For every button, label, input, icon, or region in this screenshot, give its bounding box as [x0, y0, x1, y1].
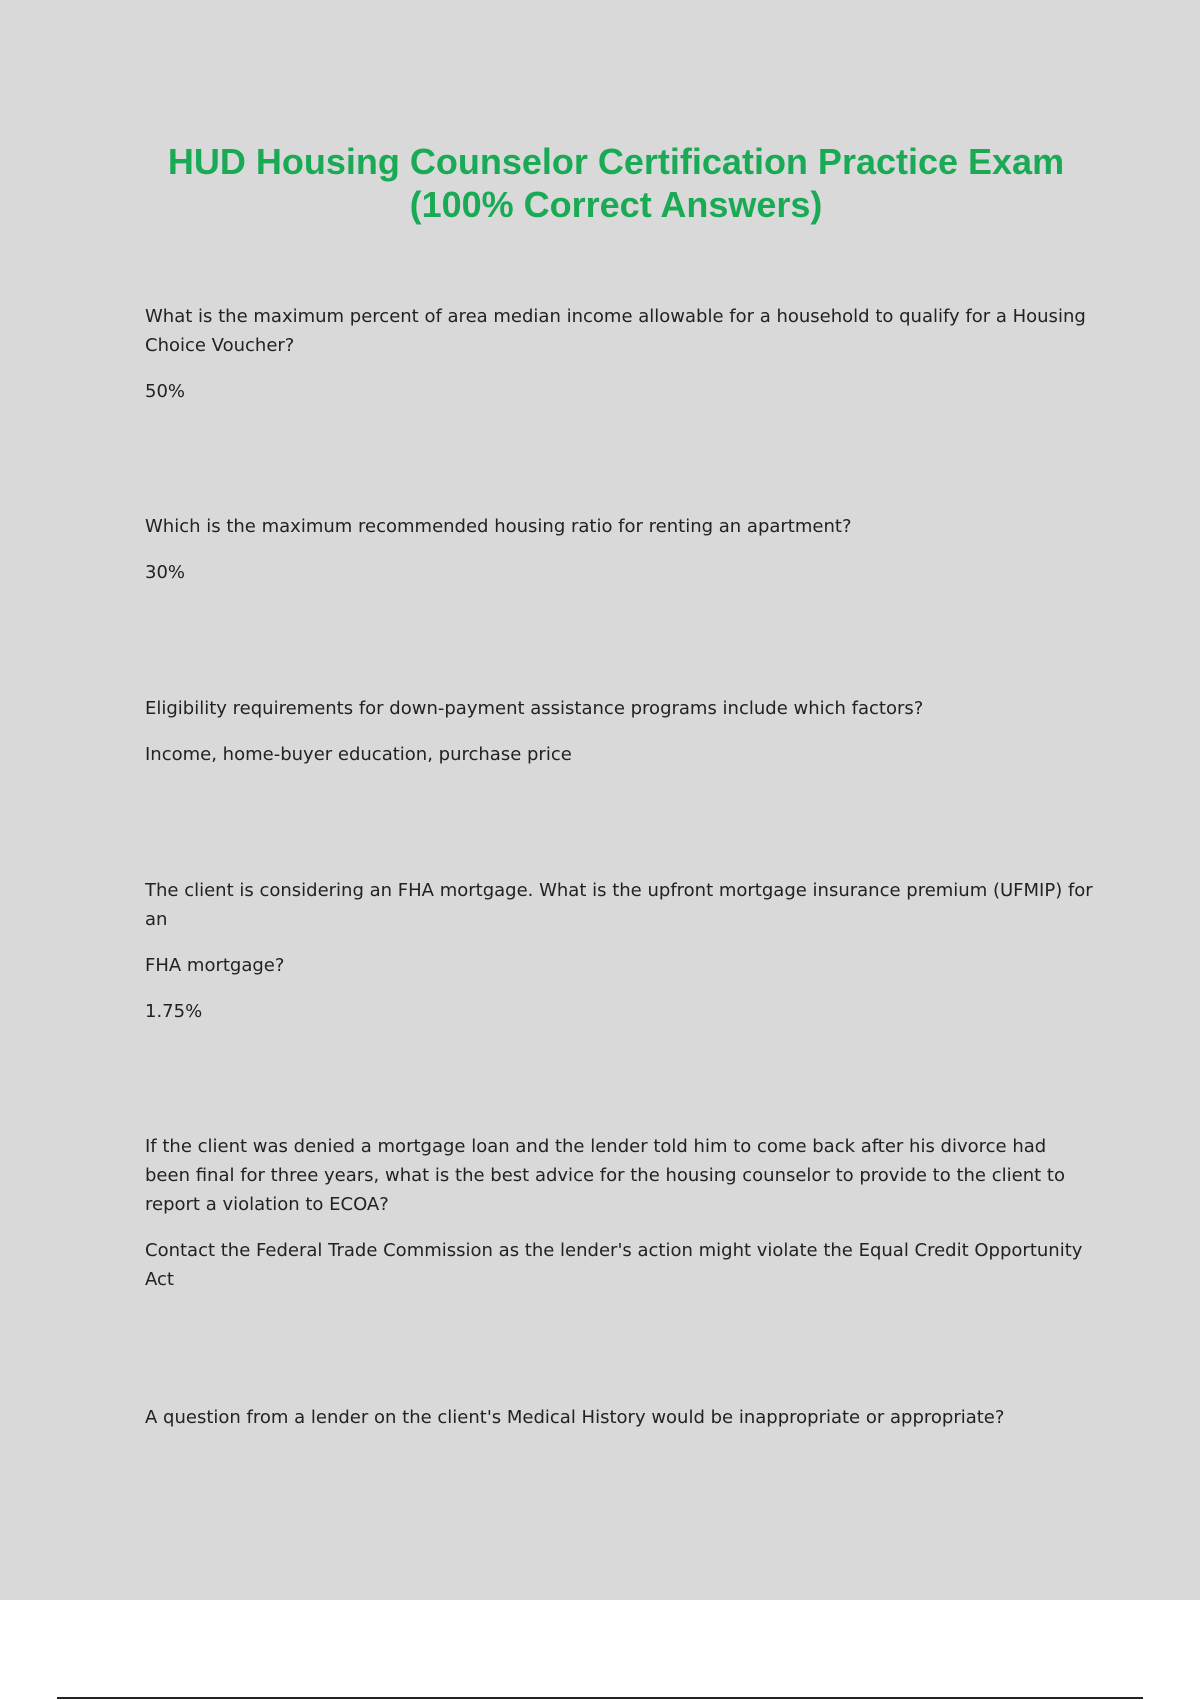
qa-item-4: [145, 876, 1095, 1026]
question-text: If the client was denied a mortgage loan and the lender told him to come back after his divorce had been final for three years, what is the best advice for the housing counselor to provide to the client to report a violation to ECOA?: [145, 1136, 1065, 1215]
footer-divider: [57, 1697, 1143, 1699]
answer-text: 30%: [145, 562, 186, 583]
question-text-continued: FHA mortgage?: [145, 955, 285, 976]
question-text: The client is considering an FHA mortgage. What is the upfront mortgage insurance premium (UFMIP) for an: [145, 880, 1093, 930]
title-line-2: (100% Correct Answers): [409, 184, 823, 225]
qa-item-6: [145, 1403, 1095, 1432]
question-text: Which is the maximum recommended housing ratio for renting an apartment?: [145, 516, 852, 537]
question-text: What is the maximum percent of area median income allowable for a household to qualify for a Housing Choice Voucher?: [145, 306, 1086, 356]
answer-text: Income, home-buyer education, purchase price: [145, 744, 572, 765]
question-text: A question from a lender on the client's Medical History would be inappropriate or appropriate?: [145, 1407, 1005, 1428]
title-line-1: HUD Housing Counselor Certification Practice Exam: [167, 141, 1065, 182]
qa-item-3: [145, 694, 1095, 769]
qa-item-2: [145, 512, 1095, 587]
answer-text: Contact the Federal Trade Commission as the lender's action might violate the Equal Credit Opportunity Act: [145, 1240, 1083, 1290]
qa-item-1: [145, 302, 1095, 406]
qa-item-5: [145, 1132, 1095, 1294]
answer-text: 50%: [145, 381, 186, 402]
answer-text: 1.75%: [145, 1001, 203, 1022]
document-title: [0, 140, 1200, 226]
question-text: Eligibility requirements for down-payment assistance programs include which factors?: [145, 698, 924, 719]
